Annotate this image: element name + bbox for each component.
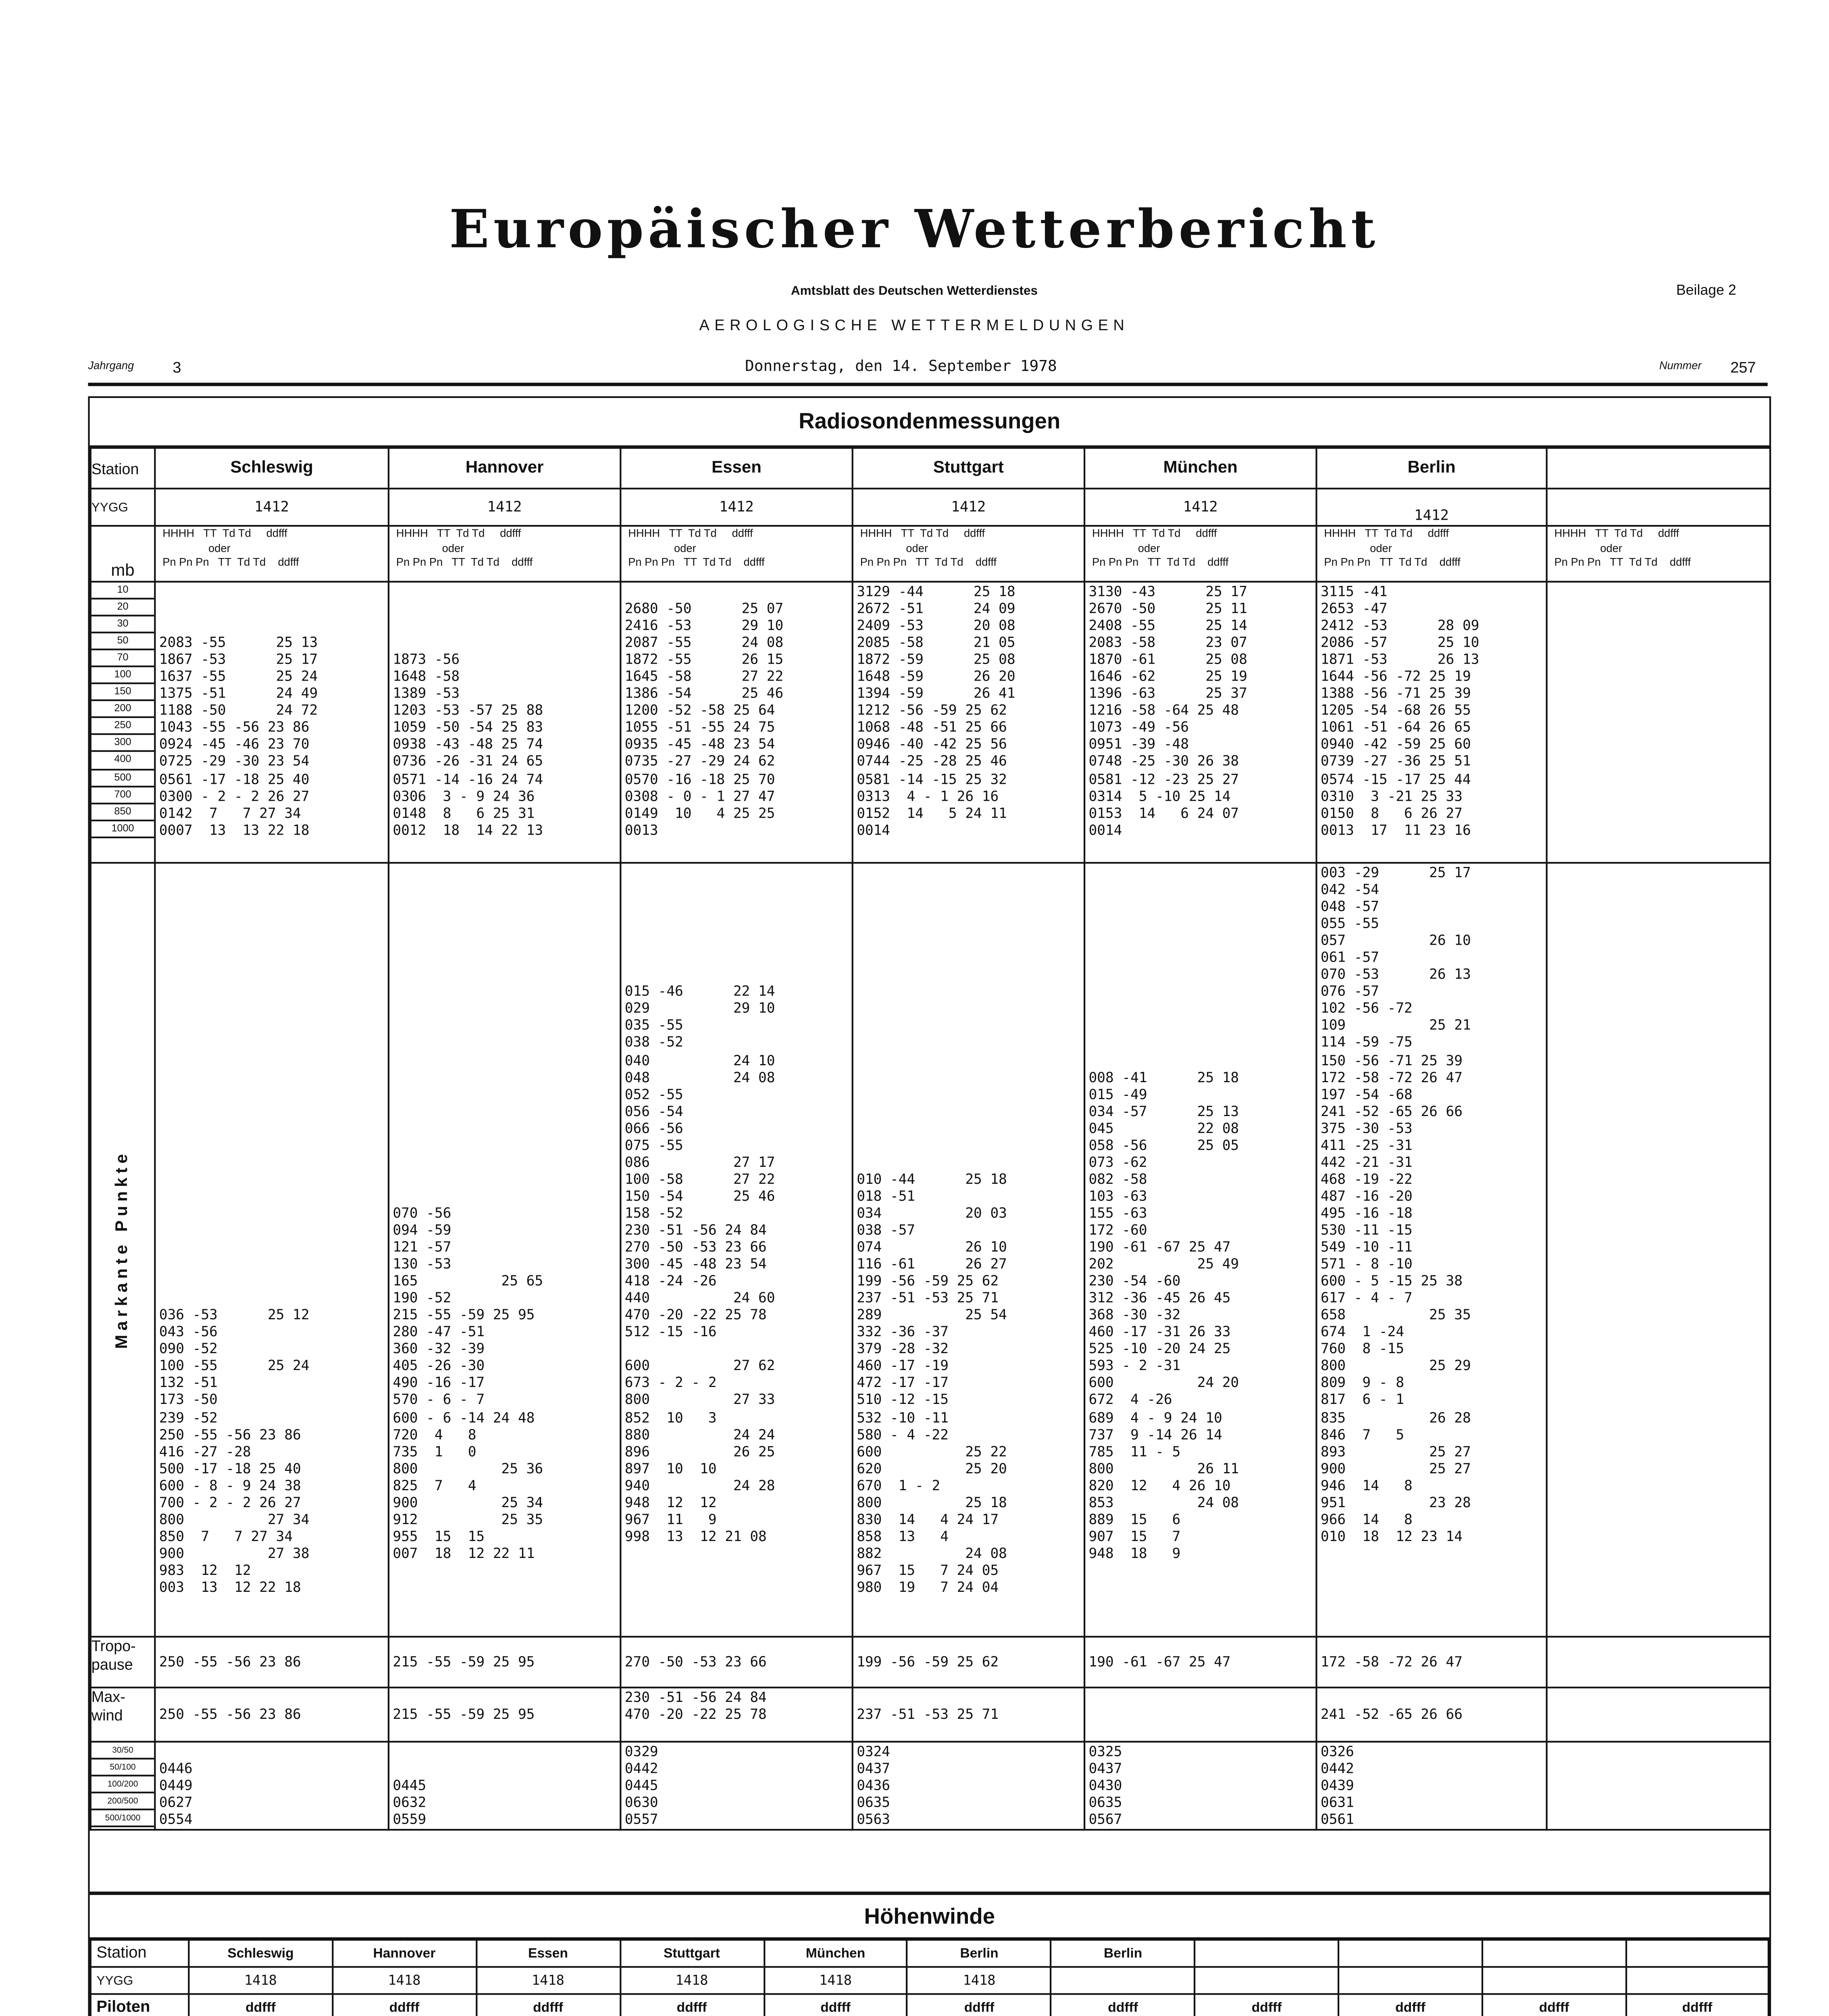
mb-level: 30 bbox=[92, 616, 154, 633]
column-header: HHHH TT Td Td ddfff oder Pn Pn Pn TT Td Td ddfff bbox=[1084, 526, 1316, 582]
mb-level: 850 bbox=[92, 804, 154, 821]
ddfff-header: ddfff bbox=[1051, 1994, 1195, 2016]
ddfff-header: ddfff bbox=[764, 1994, 907, 2016]
markante-punkte-cell bbox=[91, 863, 155, 1637]
hw-yygg-value: 1418 bbox=[764, 1967, 907, 1994]
tropopause-data: 199 -56 -59 25 62 bbox=[853, 1637, 1084, 1687]
mb-level: 100 bbox=[92, 668, 154, 685]
yygg-value: 1412 bbox=[155, 489, 389, 526]
thickness-data bbox=[1547, 1742, 1770, 1830]
significant-points-data bbox=[1547, 863, 1770, 1637]
radiosonden-table bbox=[90, 447, 1771, 1831]
hw-station-name bbox=[1195, 1940, 1338, 1967]
thickness-label: 100/200 bbox=[92, 1776, 154, 1793]
thickness-label: 30/50 bbox=[92, 1743, 154, 1760]
hoehenwinde-table bbox=[90, 1939, 1769, 2016]
ddfff-header: ddfff bbox=[620, 1994, 764, 2016]
ddfff-header: ddfff bbox=[333, 1994, 476, 2016]
column-header: HHHH TT Td Td ddfff oder Pn Pn Pn TT Td Td ddfff bbox=[620, 526, 852, 582]
thickness-label: 500/1000 bbox=[92, 1811, 154, 1828]
mb-levels bbox=[91, 582, 155, 863]
ddfff-header: ddfff bbox=[476, 1994, 620, 2016]
station-name bbox=[1547, 448, 1770, 489]
thickness-labels bbox=[91, 1742, 155, 1830]
hw-station-label: Station bbox=[91, 1940, 189, 1967]
yygg-value: 1412 bbox=[389, 489, 620, 526]
station-name: Hannover bbox=[389, 448, 620, 489]
mb-level: 20 bbox=[92, 600, 154, 616]
maxwind-data bbox=[1084, 1687, 1316, 1741]
header-rule bbox=[88, 383, 1767, 385]
hw-yygg-value: 1418 bbox=[620, 1967, 764, 1994]
standard-levels-data: 3115 -41 2653 -47 2412 -53 28 09 2086 -57 25 10 1871 -53 26 13 1644 -56 -72 25 19 1388 -56 -71 25 39 1205 -54 -68 26 55 1061 -51 -64 26 65 0940 -42 -59 25 60 0739 -27 -36 25 51 0574 -15 -17 25 44 0310 3 -21 25 33 0150 8 6 26 27 0013 17 11 23 16 bbox=[1316, 582, 1546, 863]
mb-level: 200 bbox=[92, 702, 154, 719]
hw-station-name: Stuttgart bbox=[620, 1940, 764, 1967]
hw-station-name bbox=[1626, 1940, 1769, 1967]
mb-level: 1000 bbox=[92, 821, 154, 838]
standard-levels-data bbox=[1547, 582, 1770, 863]
mb-level: 150 bbox=[92, 685, 154, 702]
maxwind-data: 237 -51 -53 25 71 bbox=[853, 1687, 1084, 1741]
tropopause-label: Tropo- pause bbox=[91, 1637, 155, 1687]
column-header: HHHH TT Td Td ddfff oder Pn Pn Pn TT Td Td ddfff bbox=[1547, 526, 1770, 582]
maxwind-data: 230 -51 -56 24 84 470 -20 -22 25 78 bbox=[620, 1687, 852, 1741]
tropopause-data: 172 -58 -72 26 47 bbox=[1316, 1637, 1546, 1687]
standard-levels-data: 2083 -55 25 13 1867 -53 25 17 1637 -55 25 24 1375 -51 24 49 1188 -50 24 72 1043 -55 -56 23 86 0924 -45 -46 23 70 0725 -29 -30 23 54 0561 -17 -18 25 40 0300 - 2 - 2 26 27 0142 7 7 27 34 0007 13 13 22 18 bbox=[155, 582, 389, 863]
mb-level: 50 bbox=[92, 633, 154, 650]
issue-date: Donnerstag, den 14. September 1978 bbox=[745, 359, 1057, 376]
yygg-value: 1412 bbox=[853, 489, 1084, 526]
hw-station-name: Schleswig bbox=[189, 1940, 332, 1967]
yygg-value: 1412 bbox=[1316, 489, 1546, 526]
ddfff-header: ddfff bbox=[1195, 1994, 1338, 2016]
page-title: Europäischer Wetterbericht bbox=[449, 200, 1380, 261]
hoehenwinde-title: Höhenwinde bbox=[90, 1895, 1769, 1939]
radiosonden-section bbox=[88, 396, 1771, 1893]
thickness-data: 0324 0437 0436 0635 0563 bbox=[853, 1742, 1084, 1830]
significant-points-data: 003 -29 25 17 042 -54 048 -57 055 -55 057 26 10 061 -57 070 -53 26 13 076 -57 102 -56 -72 109 25 21 114 -59 -75 150 -56 -71 25 39 172 -58 -72 26 47 197 -54 -68 241 -52 -65 26 66 375 -30 -53 411 -25 -31 442 -21 -31 468 -19 -22 487 -16 -20 495 -16 -18 530 -11 -15 549 -10 -11 571 - 8 -10 600 - 5 -15 25 38 617 - 4 - 7 658 25 35 674 1 -24 760 8 -15 800 25 29 809 9 - 8 817 6 - 1 835 26 28 846 7 5 893 25 27 900 25 27 946 14 8 951 23 28 966 14 8 010 18 12 23 14 bbox=[1316, 863, 1546, 1637]
jahrgang-label: Jahrgang bbox=[88, 360, 134, 373]
thickness-data: 0446 0449 0627 0554 bbox=[155, 1742, 389, 1830]
significant-points-data: 036 -53 25 12 043 -56 090 -52 100 -55 25 24 132 -51 173 -50 239 -52 250 -55 -56 23 86 416 -27 -28 500 -17 -18 25 40 600 - 8 - 9 24 38 700 - 2 - 2 26 27 800 27 34 850 7 7 27 34 900 27 38 983 12 12 003 13 12 22 18 bbox=[155, 863, 389, 1637]
yygg-label: YYGG bbox=[91, 489, 155, 526]
column-header: HHHH TT Td Td ddfff oder Pn Pn Pn TT Td Td ddfff bbox=[389, 526, 620, 582]
hw-yygg-value: 1418 bbox=[189, 1967, 332, 1994]
thickness-data: 0445 0632 0559 bbox=[389, 1742, 620, 1830]
tropopause-data: 270 -50 -53 23 66 bbox=[620, 1637, 852, 1687]
hw-yygg-label: YYGG bbox=[91, 1967, 189, 1994]
thickness-data: 0325 0437 0430 0635 0567 bbox=[1084, 1742, 1316, 1830]
hoehenwinde-section bbox=[88, 1893, 1771, 2016]
mb-level: 500 bbox=[92, 770, 154, 787]
station-name: Schleswig bbox=[155, 448, 389, 489]
hw-station-name: Essen bbox=[476, 1940, 620, 1967]
ddfff-header: ddfff bbox=[1338, 1994, 1482, 2016]
maxwind-data: 250 -55 -56 23 86 bbox=[155, 1687, 389, 1741]
nummer-value: 257 bbox=[1730, 359, 1756, 376]
standard-levels-data: 3129 -44 25 18 2672 -51 24 09 2409 -53 20 08 2085 -58 21 05 1872 -59 25 08 1648 -59 26 20 1394 -59 26 41 1212 -56 -59 25 62 1068 -48 -51 25 66 0946 -40 -42 25 56 0744 -25 -28 25 46 0581 -14 -15 25 32 0313 4 - 1 26 16 0152 14 5 24 11 0014 bbox=[853, 582, 1084, 863]
ddfff-header: ddfff bbox=[907, 1994, 1051, 2016]
column-header: HHHH TT Td Td ddfff oder Pn Pn Pn TT Td Td ddfff bbox=[155, 526, 389, 582]
markante-punkte-label: Markante Punkte bbox=[113, 1150, 132, 1350]
mb-level: 700 bbox=[92, 787, 154, 804]
hw-station-name: Berlin bbox=[1051, 1940, 1195, 1967]
mb-level: 70 bbox=[92, 651, 154, 668]
hw-yygg-value: 1418 bbox=[476, 1967, 620, 1994]
tropopause-data: 250 -55 -56 23 86 bbox=[155, 1637, 389, 1687]
maxwind-data: 215 -55 -59 25 95 bbox=[389, 1687, 620, 1741]
station-name: Essen bbox=[620, 448, 852, 489]
jahrgang-value: 3 bbox=[173, 359, 181, 376]
column-header: HHHH TT Td Td ddfff oder Pn Pn Pn TT Td Td ddfff bbox=[853, 526, 1084, 582]
hw-yygg-value: 1418 bbox=[333, 1967, 476, 1994]
tropopause-data bbox=[1547, 1637, 1770, 1687]
hw-station-name bbox=[1482, 1940, 1626, 1967]
yygg-value bbox=[1547, 489, 1770, 526]
thickness-data: 0329 0442 0445 0630 0557 bbox=[620, 1742, 852, 1830]
thickness-label: 50/100 bbox=[92, 1760, 154, 1776]
station-name: Stuttgart bbox=[853, 448, 1084, 489]
standard-levels-data: 1873 -56 1648 -58 1389 -53 1203 -53 -57 25 88 1059 -50 -54 25 83 0938 -43 -48 25 74 0736 -26 -31 24 65 0571 -14 -16 24 74 0306 3 - 9 24 36 0148 8 6 25 31 0012 18 14 22 13 bbox=[389, 582, 620, 863]
hw-station-name bbox=[1338, 1940, 1482, 1967]
standard-levels-data: 3130 -43 25 17 2670 -50 25 11 2408 -55 25 14 2083 -58 23 07 1870 -61 25 08 1646 -62 25 19 1396 -63 25 37 1216 -58 -64 25 48 1073 -49 -56 0951 -39 -48 0748 -25 -30 26 38 0581 -12 -23 25 27 0314 5 -10 25 14 0153 14 6 24 07 0014 bbox=[1084, 582, 1316, 863]
mb-level: 300 bbox=[92, 736, 154, 753]
significant-points-data: 070 -56 094 -59 121 -57 130 -53 165 25 65 190 -52 215 -55 -59 25 95 280 -47 -51 360 -32 -39 405 -26 -30 490 -16 -17 570 - 6 - 7 600 - 6 -14 24 48 720 4 8 735 1 0 800 25 36 825 7 4 900 25 34 912 25 35 955 15 15 007 18 12 22 11 bbox=[389, 863, 620, 1637]
station-name: Berlin bbox=[1316, 448, 1546, 489]
ddfff-header: ddfff bbox=[189, 1994, 332, 2016]
significant-points-data: 008 -41 25 18 015 -49 034 -57 25 13 045 22 08 058 -56 25 05 073 -62 082 -58 103 -63 155 -63 172 -60 190 -61 -67 25 47 202 25 49 230 -54 -60 312 -36 -45 26 45 368 -30 -32 460 -17 -31 26 33 525 -10 -20 24 25 593 - 2 -31 600 24 20 672 4 -26 689 4 - 9 24 10 737 9 -14 26 14 785 11 - 5 800 26 11 820 12 4 26 10 853 24 08 889 15 6 907 15 7 948 18 9 bbox=[1084, 863, 1316, 1637]
mb-level: 400 bbox=[92, 753, 154, 770]
section-heading: AEROLOGISCHE WETTERMELDUNGEN bbox=[699, 317, 1130, 334]
ddfff-header: ddfff bbox=[1482, 1994, 1626, 2016]
ddfff-header: ddfff bbox=[1626, 1994, 1769, 2016]
hw-yygg-value: 1418 bbox=[907, 1967, 1051, 1994]
thickness-data: 0326 0442 0439 0631 0561 bbox=[1316, 1742, 1546, 1830]
significant-points-data: 015 -46 22 14 029 29 10 035 -55 038 -52 040 24 10 048 24 08 052 -55 056 -54 066 -56 075 -55 086 27 17 100 -58 27 22 150 -54 25 46 158 -52 230 -51 -56 24 84 270 -50 -53 23 66 300 -45 -48 23 54 418 -24 -26 440 24 60 470 -20 -22 25 78 512 -15 -16 600 27 62 673 - 2 - 2 800 27 33 852 10 3 880 24 24 896 26 25 897 10 10 940 24 28 948 12 12 967 11 9 998 13 12 21 08 bbox=[620, 863, 852, 1637]
mb-level: 10 bbox=[92, 583, 154, 600]
standard-levels-data: 2680 -50 25 07 2416 -53 29 10 2087 -55 24 08 1872 -55 26 15 1645 -58 27 22 1386 -54 25 46 1200 -52 -58 25 64 1055 -51 -55 24 75 0935 -45 -48 23 54 0735 -27 -29 24 62 0570 -16 -18 25 70 0308 - 0 - 1 27 47 0149 10 4 25 25 0013 bbox=[620, 582, 852, 863]
yygg-value: 1412 bbox=[1084, 489, 1316, 526]
maxwind-data: 241 -52 -65 26 66 bbox=[1316, 1687, 1546, 1741]
piloten-label: Piloten bbox=[91, 1994, 189, 2016]
station-label: Station bbox=[91, 448, 155, 489]
yygg-value: 1412 bbox=[620, 489, 852, 526]
mb-label: mb bbox=[91, 526, 155, 582]
mb-level: 250 bbox=[92, 719, 154, 735]
maxwind-data bbox=[1547, 1687, 1770, 1741]
nummer-label: Nummer bbox=[1659, 360, 1702, 373]
tropopause-data: 215 -55 -59 25 95 bbox=[389, 1637, 620, 1687]
beilage-label: Beilage 2 bbox=[1676, 281, 1736, 298]
hw-station-name: München bbox=[764, 1940, 907, 1967]
radiosonden-title: Radiosondenmessungen bbox=[90, 398, 1769, 447]
column-header: HHHH TT Td Td ddfff oder Pn Pn Pn TT Td Td ddfff bbox=[1316, 526, 1546, 582]
maxwind-label: Max- wind bbox=[91, 1687, 155, 1741]
hw-station-name: Hannover bbox=[333, 1940, 476, 1967]
tropopause-data: 190 -61 -67 25 47 bbox=[1084, 1637, 1316, 1687]
thickness-label: 200/500 bbox=[92, 1793, 154, 1810]
station-name: München bbox=[1084, 448, 1316, 489]
significant-points-data: 010 -44 25 18 018 -51 034 20 03 038 -57 074 26 10 116 -61 26 27 199 -56 -59 25 62 237 -51 -53 25 71 289 25 54 332 -36 -37 379 -28 -32 460 -17 -19 472 -17 -17 510 -12 -15 532 -10 -11 580 - 4 -22 600 25 22 620 25 20 670 1 - 2 800 25 18 830 14 4 24 17 858 13 4 882 24 08 967 15 7 24 05 980 19 7 24 04 bbox=[853, 863, 1084, 1637]
subtitle: Amtsblatt des Deutschen Wetterdienstes bbox=[791, 283, 1038, 298]
hw-station-name: Berlin bbox=[907, 1940, 1051, 1967]
